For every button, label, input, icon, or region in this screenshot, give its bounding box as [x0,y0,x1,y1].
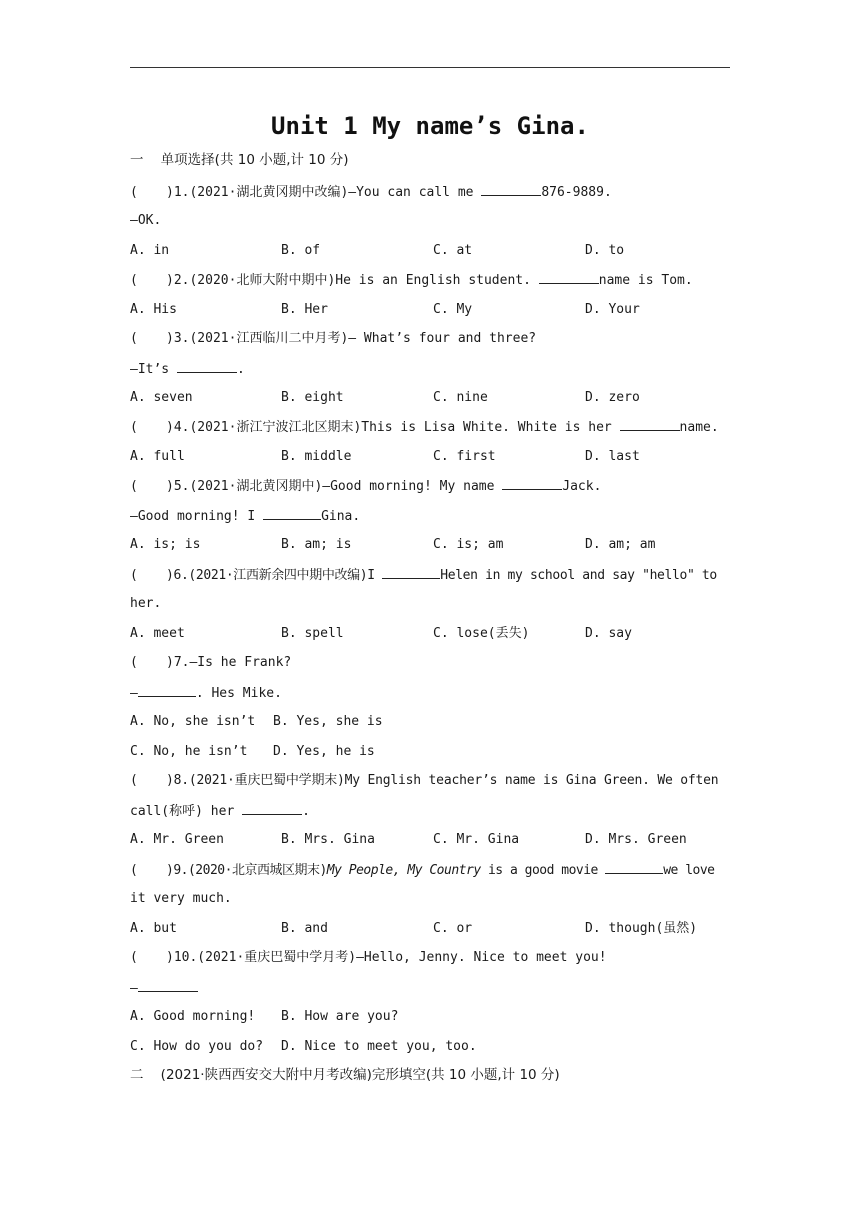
option-c: C. at [433,243,473,258]
question-9-line2: it very much. [130,891,232,906]
question-5-line2: —Good morning! I Gina. [130,509,361,524]
question-4: ( )4.(2021·浙江宁波江北区期末)This is Lisa White. White is her name. [130,420,719,435]
question-3: ( )3.(2021·江西临川二中月考)— What’s four and three? [130,331,537,346]
section-1-heading [130,151,349,169]
question-6: ( )6.(2021·江西新余四中期中改编)I Helen in my school and say "hello" to [130,568,717,583]
option-d: D. zero [585,390,640,405]
option-d: D. Yes, he is [273,744,375,759]
option-d: D. to [585,243,625,258]
option-c: C. Mr. Gina [433,832,520,847]
option-d: D. say [585,626,632,641]
question-7-line2: — . Hes Mike. [130,686,282,701]
option-c: C. My [433,302,473,317]
answer-blank [138,684,196,697]
option-a: A. meet [130,626,185,641]
option-d: D. am; am [585,537,656,552]
option-d: D. last [585,449,640,464]
option-b: B. eight [281,390,344,405]
answer-blank [263,507,321,520]
option-c: C. No, he isn’t [130,744,248,759]
option-b: B. and [281,921,328,936]
question-9: ( )9.(2020·北京西城区期末)My People, My Country is a good movie we love [130,863,715,878]
question-10: ( )10.(2021·重庆巴蜀中学月考)—Hello, Jenny. Nice to meet you! [130,950,607,965]
option-d: D. Nice to meet you, too. [281,1039,477,1054]
page-title: Unit 1 My name’s Gina. [271,112,589,140]
section-number: 一 [130,152,144,168]
option-b: B. spell [281,626,344,641]
option-b: B. How are you? [281,1009,399,1024]
question-7: ( )7.—Is he Frank? [130,655,292,670]
header-rule [130,67,730,68]
option-c: C. lose(丢失) [433,626,530,641]
option-d: D. Mrs. Green [585,832,687,847]
option-a: A. seven [130,390,193,405]
option-c: C. is; am [433,537,504,552]
answer-blank [138,979,198,992]
option-a: A. full [130,449,185,464]
answer-blank [177,360,237,373]
option-a: A. in [130,243,170,258]
question-5: ( )5.(2021·湖北黄冈期中)—Good morning! My name Jack. [130,479,602,494]
option-c: C. How do you do? [130,1039,264,1054]
option-c: C. first [433,449,496,464]
option-a: A. Mr. Green [130,832,224,847]
option-b: B. Yes, she is [273,714,383,729]
option-b: B. Mrs. Gina [281,832,375,847]
section-title: (2021·陕西西安交大附中月考改编)完形填空(共 10 小题,计 10 分) [160,1067,560,1083]
option-b: B. Her [281,302,328,317]
answer-blank [605,861,663,874]
answer-blank [502,477,562,490]
question-8-line2: call(称呼) her . [130,804,310,819]
answer-blank [382,566,440,579]
section-title: 单项选择(共 10 小题,计 10 分) [160,152,349,168]
option-c: C. or [433,921,473,936]
question-1-line2: —OK. [130,213,162,228]
option-d: D. though(虽然) [585,921,698,936]
option-b: B. middle [281,449,352,464]
section-number: 二 [130,1067,144,1083]
option-a: A. Good morning! [130,1009,256,1024]
question-8: ( )8.(2021·重庆巴蜀中学期末)My English teacher’s name is Gina Green. We often [130,773,719,788]
option-b: B. am; is [281,537,352,552]
option-a: A. is; is [130,537,201,552]
answer-blank [242,802,302,815]
question-2: ( )2.(2020·北师大附中期中)He is an English student. name is Tom. [130,273,693,288]
option-d: D. Your [585,302,640,317]
option-b: B. of [281,243,321,258]
answer-blank [620,418,680,431]
answer-blank [481,183,541,196]
movie-title: My People, My Country [326,863,481,878]
option-a: A. No, she isn’t [130,714,256,729]
option-c: C. nine [433,390,488,405]
question-6-line2: her. [130,596,162,611]
option-a: A. His [130,302,177,317]
question-3-line2: —It’s . [130,362,245,377]
question-10-line2: — [130,979,198,998]
section-2-heading [130,1066,560,1084]
answer-blank [539,271,599,284]
option-a: A. but [130,921,177,936]
question-1: ( )1.(2021·湖北黄冈期中改编)—You can call me 876-9889. [130,185,612,200]
